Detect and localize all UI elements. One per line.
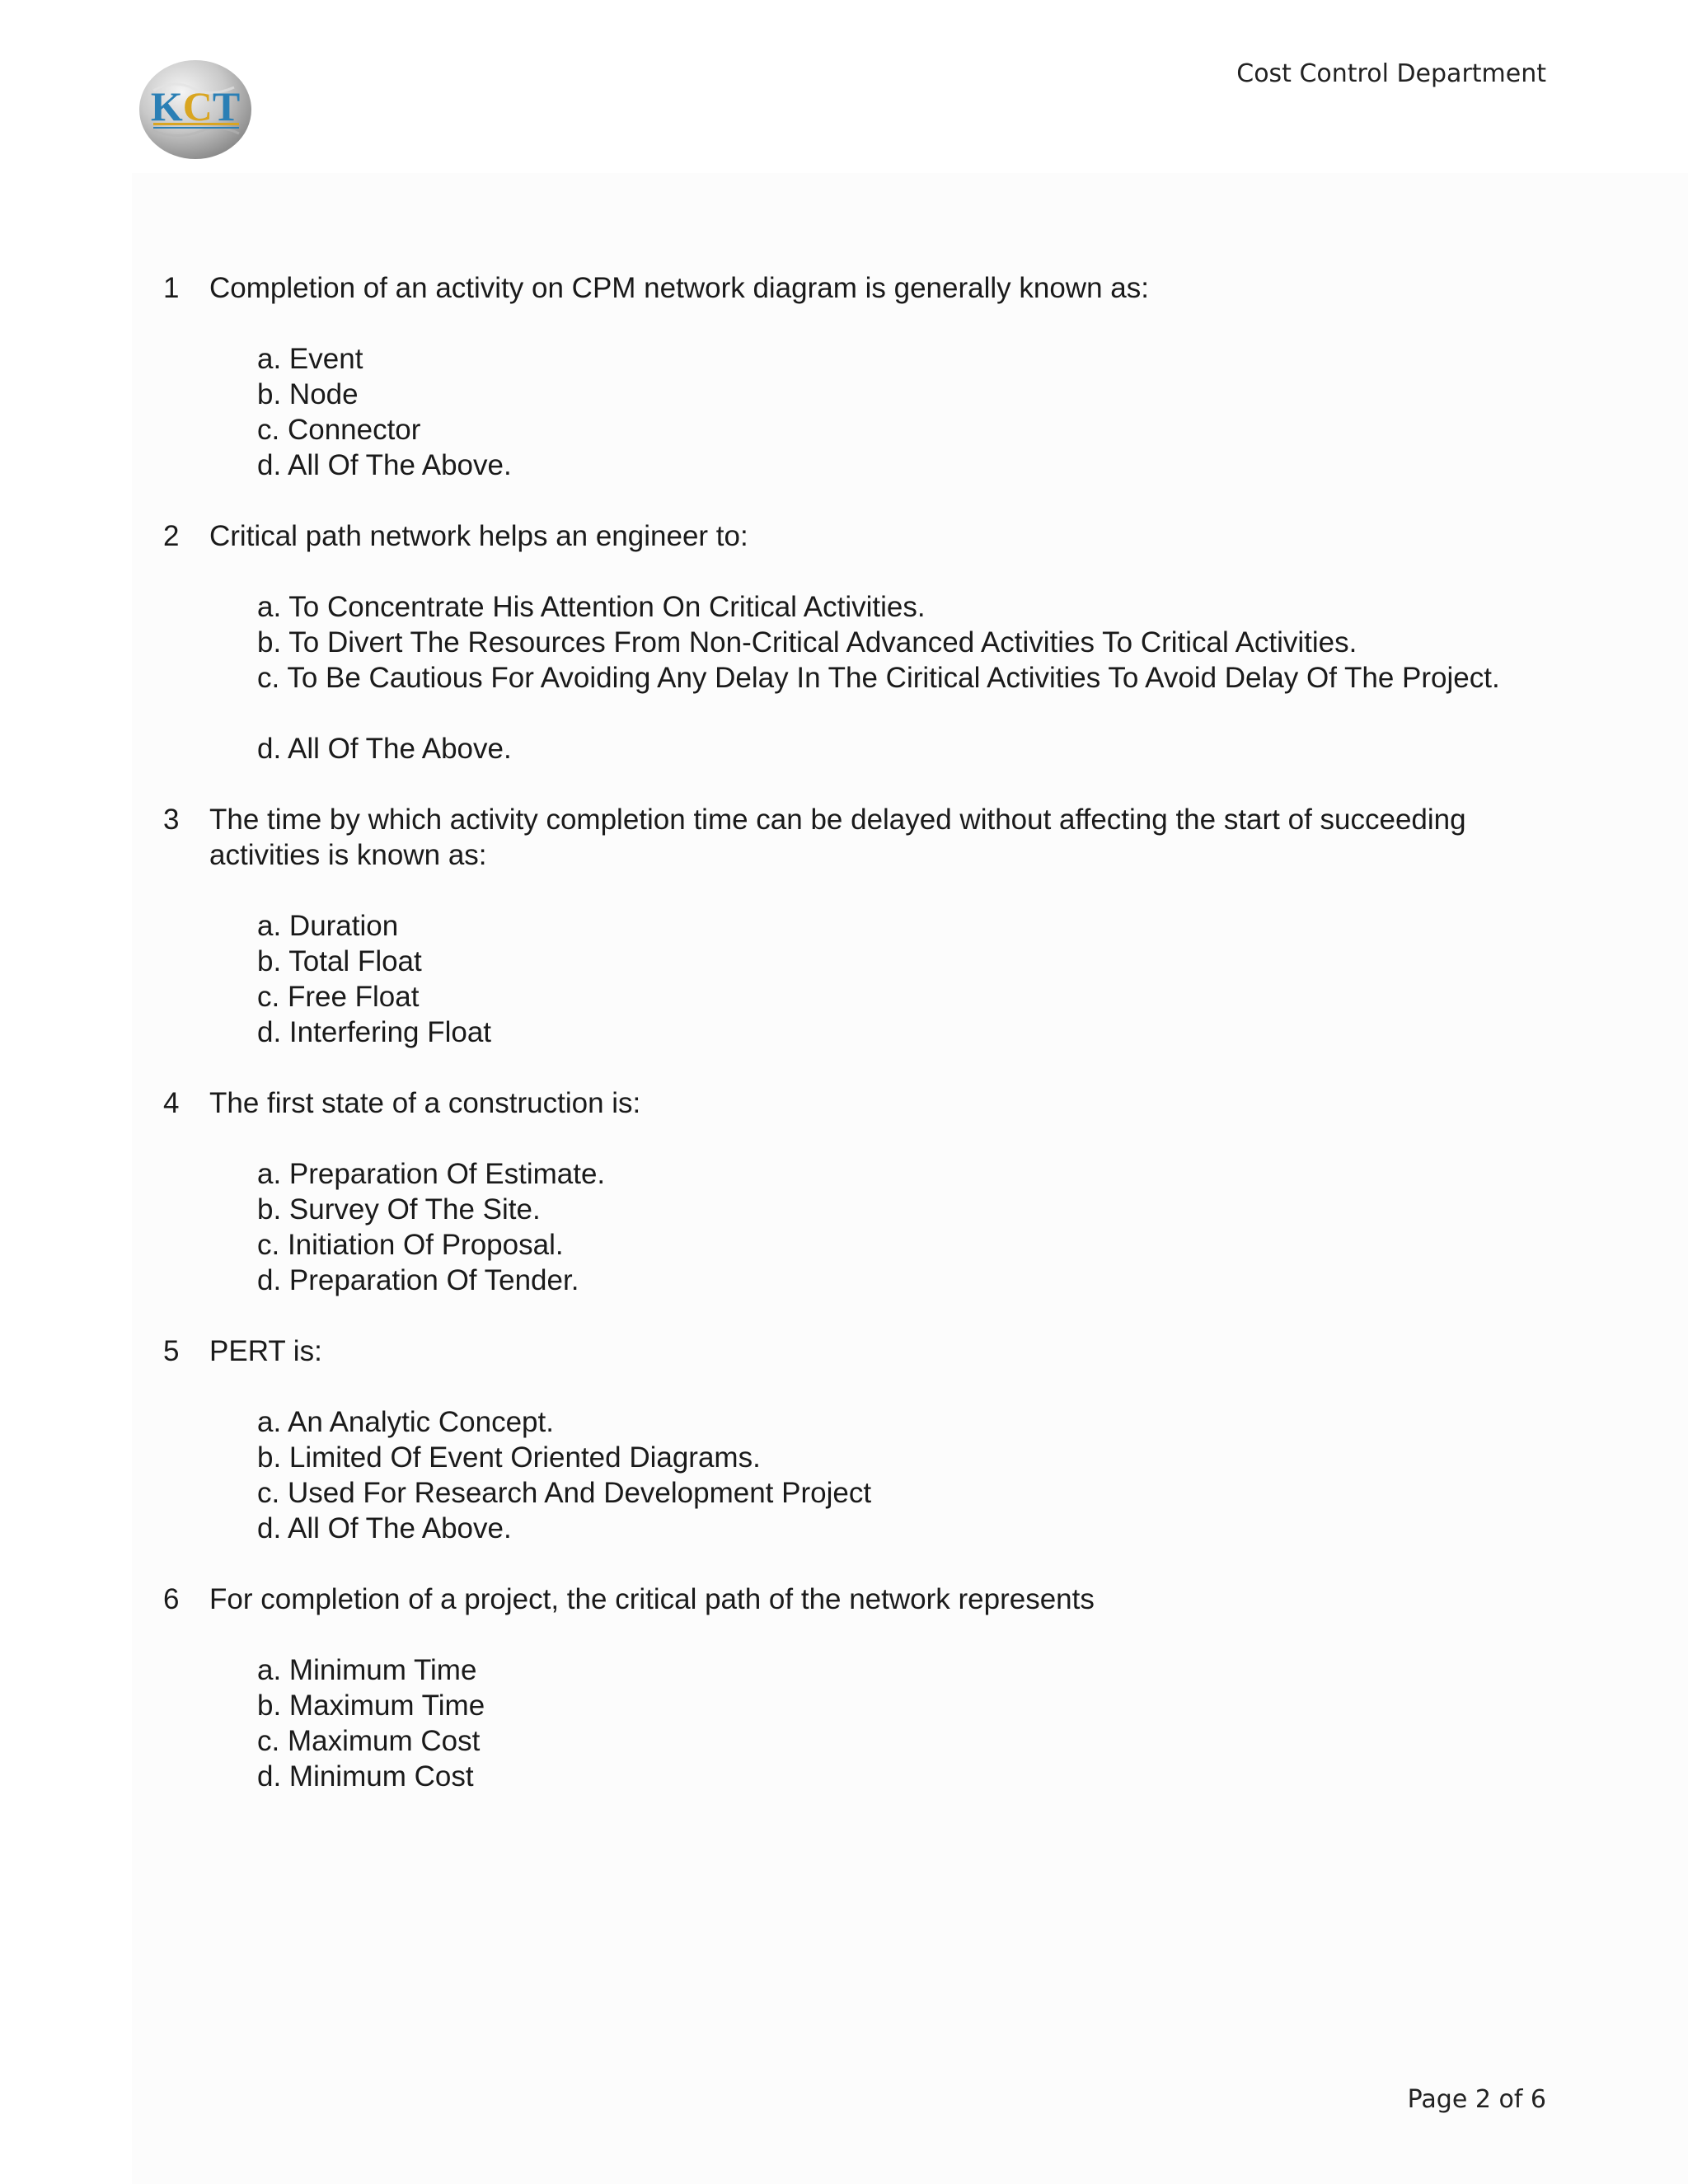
question-row xyxy=(163,1582,1548,1617)
option-item: d. Interfering Float xyxy=(257,1016,492,1048)
option-item: b. Total Float xyxy=(257,945,422,977)
option-item: a. An Analytic Concept. xyxy=(257,1406,554,1438)
question-row xyxy=(163,1085,1548,1121)
question-1 xyxy=(163,270,1548,483)
option-item: c. Initiation Of Proposal. xyxy=(257,1229,564,1261)
question-row xyxy=(163,270,1548,306)
question-row xyxy=(163,518,1548,554)
question-number: 6 xyxy=(163,1583,180,1615)
question-5 xyxy=(163,1333,1548,1546)
option-item: d. All Of The Above. xyxy=(257,1512,512,1544)
option-item: d. Preparation Of Tender. xyxy=(257,1264,579,1296)
question-number: 2 xyxy=(163,520,180,552)
company-logo xyxy=(137,58,254,162)
question-list xyxy=(163,270,1548,1830)
option-item: b. Survey Of The Site. xyxy=(257,1193,541,1226)
option-item: a. Minimum Time xyxy=(257,1654,477,1686)
option-item: a. Duration xyxy=(257,910,399,942)
option-item: a. Event xyxy=(257,343,363,375)
question-text: Critical path network helps an engineer to: xyxy=(209,520,748,552)
question-number: 4 xyxy=(163,1087,180,1119)
question-text: The first state of a construction is: xyxy=(209,1087,641,1119)
option-item: b. Node xyxy=(257,378,359,410)
option-item: d. Minimum Cost xyxy=(257,1760,474,1793)
option-item: c. Used For Research And Development Project xyxy=(257,1477,872,1509)
header-department: Cost Control Department xyxy=(1236,59,1546,88)
option-item: c. Connector xyxy=(257,414,421,446)
option-list xyxy=(257,1156,1548,1298)
question-number: 1 xyxy=(163,272,180,304)
option-list xyxy=(257,341,1548,483)
option-item: c. Maximum Cost xyxy=(257,1725,481,1757)
option-item: a. To Concentrate His Attention On Critical Activities. xyxy=(257,591,926,623)
option-item: a. Preparation Of Estimate. xyxy=(257,1158,606,1190)
question-text: For completion of a project, the critical path of the network represents xyxy=(209,1583,1095,1615)
option-list xyxy=(257,908,1548,1050)
question-text: PERT is: xyxy=(209,1335,322,1367)
option-item: d. All Of The Above. xyxy=(257,449,512,481)
question-number: 5 xyxy=(163,1335,180,1367)
option-list xyxy=(257,1404,1548,1546)
option-item: b. Maximum Time xyxy=(257,1690,485,1722)
question-number: 3 xyxy=(163,804,180,836)
option-list xyxy=(257,1652,1548,1794)
option-item: c. Free Float xyxy=(257,981,420,1013)
option-item: b. Limited Of Event Oriented Diagrams. xyxy=(257,1441,761,1474)
option-item: c. To Be Cautious For Avoiding Any Delay In The Ciritical Activities To Avoid Delay Of The Project. xyxy=(257,662,1500,694)
question-row xyxy=(163,1333,1548,1369)
question-2 xyxy=(163,518,1548,766)
question-6 xyxy=(163,1582,1548,1794)
option-item: b. To Divert The Resources From Non-Critical Advanced Activities To Critical Activities. xyxy=(257,626,1357,658)
option-item: d. All Of The Above. xyxy=(257,733,512,765)
option-list xyxy=(257,589,1548,766)
page-number: Page 2 of 6 xyxy=(1407,2085,1546,2114)
question-row xyxy=(163,802,1548,873)
question-3 xyxy=(163,802,1548,1050)
question-text: Completion of an activity on CPM network diagram is generally known as: xyxy=(209,272,1149,304)
question-text: The time by which activity completion time can be delayed without affecting the start of succeeding activities is known as: xyxy=(209,804,1466,871)
question-4 xyxy=(163,1085,1548,1298)
logo-lettering: KCT xyxy=(150,83,241,129)
